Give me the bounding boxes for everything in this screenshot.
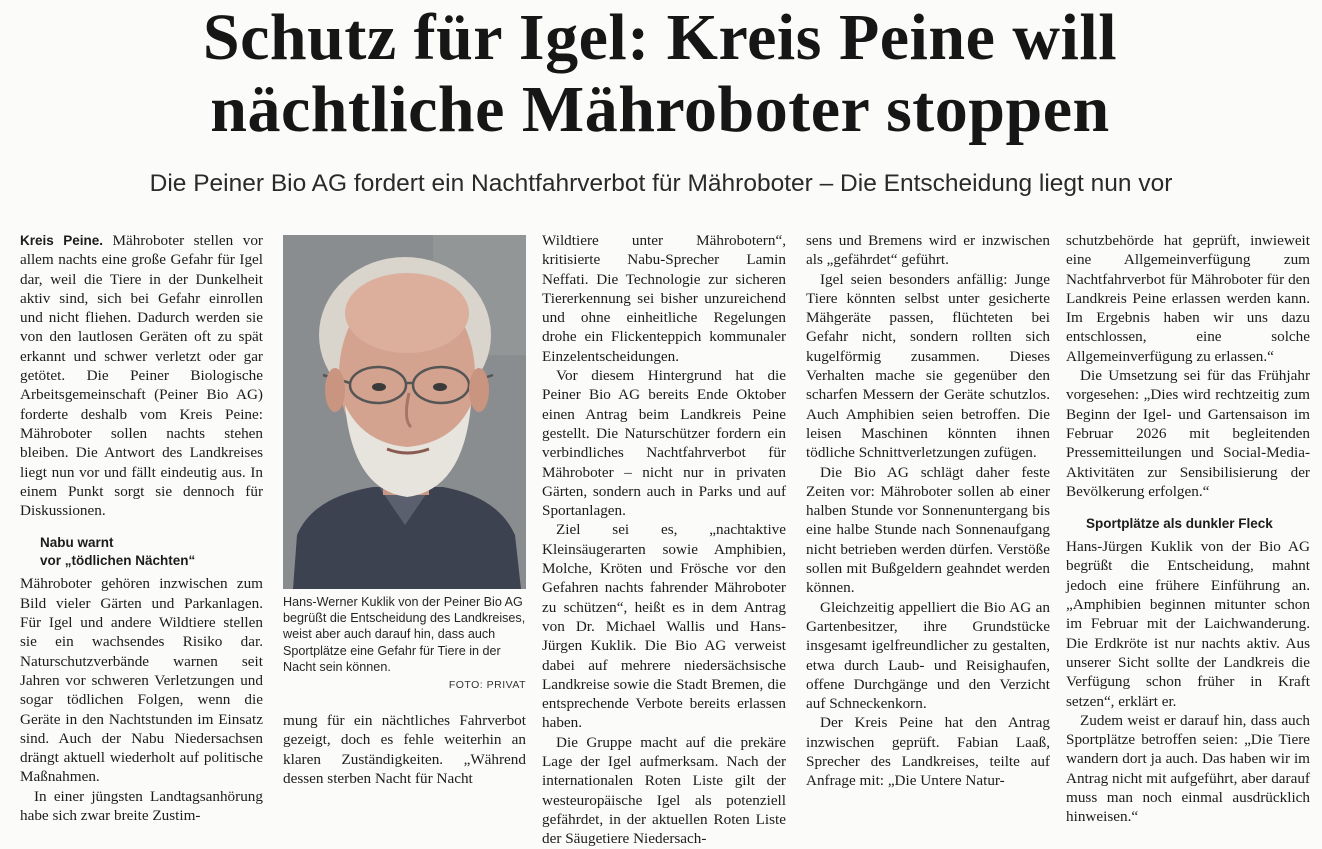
paragraph: Der Kreis Peine hat den Antrag inzwischen geprüft. Fabian Laaß, Sprecher des Landkreises, teilte auf Anfrage mit: „Die Untere Natur- [806, 714, 1050, 790]
lead-text: Mähroboter stellen vor allem nachts eine große Gefahr für Igel dar, weil die Tiere in der Dunkelheit aktiv sind, sich bei Gefahr einrollen und nicht fliehen. Dadurch werden sie von den lautlosen Geräten oft zu spät erkannt und schwer verletzt oder gar getötet. Die Peiner Biologische Arbeitsgemeinschaft (Peiner Bio AG) forderte deshalb vom Kreis Peine: Mähroboter sollen nachts stehen bleiben. Die Antwort des Landkreises liegt nun vor und fällt eindeutig aus. In einem Punkt sorgt sie dennoch für Diskussionen. [20, 232, 263, 520]
article-column-4 [806, 231, 1050, 789]
subtitle-nabu [20, 534, 263, 570]
paragraph: Die Bio AG schlägt daher feste Zeiten vor: Mähroboter sollen ab einer halben Stunde vor Sonnenuntergang bis eine halbe Stunde nach Sonnenaufgang nicht betrieben werden dürfen. Verstöße sollen mit Bußgeldern geahndet werden können. [806, 463, 1050, 597]
article-column-3 [542, 231, 786, 848]
paragraph: Vor diesem Hintergrund hat die Peiner Bio AG bereits Ende Oktober einen Antrag beim Landkreis Peine gestellt. Die Naturschützer fordern ein verbindliches Nachtfahrverbot für Mähroboter – nicht nur in privaten Gärten, sondern auch in Parks und auf Sportanlagen. [542, 367, 786, 520]
article-column-2 [283, 711, 526, 791]
paragraph: In einer jüngsten Landtagsanhörung habe sich zwar breite Zustim- [20, 787, 263, 825]
paragraph: sens und Bremens wird er inzwischen als „gefährdet“ geführt. [806, 232, 1050, 269]
portrait-illustration [283, 235, 526, 589]
subheadline: Die Peiner Bio AG fordert ein Nachtfahrverbot für Mähroboter – Die Entscheidung liegt nun vor [149, 170, 1173, 197]
subtitle-nabu-line-2: vor „tödlichen Nächten“ [40, 553, 196, 569]
article-column-1 [20, 231, 263, 825]
headline [60, 2, 1260, 146]
paragraph: Zudem weist er darauf hin, dass auch Sportplätze betroffen seien: „Die Tiere wandern dort ja auch. Das haben wir im Antrag nicht mit aufgeführt, aber darauf muss man noch einmal ausdrücklich hinweisen.“ [1066, 711, 1310, 826]
paragraph: Die Umsetzung sei für das Frühjahr vorgesehen: „Dies wird rechtzeitig zum Beginn der Igel- und Gartensaison im Februar 2026 mit begleitenden Pressemitteilungen und Social-Media-Aktivitäten zur Sensibilisierung der Bevölkerung erfolgen.“ [1066, 367, 1310, 500]
paragraph: Gleichzeitig appelliert die Bio AG an Gartenbesitzer, ihre Grundstücke insgesamt igelfreundlicher zu gestalten, etwa durch Laub- und Reisighaufen, offene Durchgänge und den Verzicht auf Schneckenkorn. [806, 598, 1050, 713]
lead-paragraph [20, 231, 263, 520]
paragraph: Ziel sei es, „nachtaktive Kleinsäugerarten sowie Amphibien, Molche, Kröten und Frösche vor den Gefahren nachts fahrender Mähroboter zu schützen“, heißt es in dem Antrag von Dr. Michael Wallis und Hans-Jürgen Kuklik. Die Bio AG verweist dabei auf mehrere niedersächsische Landkreise sowie die Stadt Bremen, die entsprechende Verbote bereits erlassen haben. [542, 521, 786, 732]
paragraph: Wildtiere unter Mährobotern“, kritisierte Nabu-Sprecher Lamin Neffati. Die Technologie zur sicheren Tiererkennung sei bisher unzureichend und ohne einheitliche Regelungen drohe ein Flickenteppich kommunaler Einzelentscheidungen. [542, 232, 786, 365]
paragraph: schutzbehörde hat geprüft, inwieweit eine Allgemeinverfügung zum Nachtfahrverbot für Mähroboter für den Landkreis Peine erlassen werden kann. Im Ergebnis haben wir uns dazu entschlossen, eine solche Allgemeinverfügung zu erlassen.“ [1066, 232, 1310, 365]
subtitle-nabu-line-1: Nabu warnt [40, 535, 114, 551]
headline-line-2: nächtliche Mähroboter stoppen [210, 73, 1110, 146]
dateline: Kreis Peine. [20, 233, 103, 248]
paragraph: Igel seien besonders anfällig: Junge Tiere könnten selbst unter gesicherte Mähgeräte passen, flüchteten bei Gefahr nicht, sondern rollten sich kugelförmig zusammen. Dieses Verhalten mache sie gegenüber den scharfen Messern der Geräte schutzlos. Auch Amphibien seien betroffen. Die leisen Maschinen könnten ihnen tödliche Schnittverletzungen zufügen. [806, 270, 1050, 462]
paragraph: Mähroboter gehören inzwischen zum Bild vieler Gärten und Parkanlagen. Für Igel und andere Wildtiere stellen sie ein wachsendes Risiko dar. Naturschutzverbände warnen seit Jahren vor schweren Verletzungen und sogar tödlichen Folgen, wenn die Geräte in den Nachtstunden im Einsatz sind. Auch der Nabu Niedersachsen drängt aktuell wiederholt auf politische Maßnahmen. [20, 575, 263, 786]
subtitle-sportplaetze: Sportplätze als dunkler Fleck [1086, 516, 1273, 532]
paragraph: Die Gruppe macht auf die prekäre Lage der Igel aufmerksam. Nach der internationalen Roten Liste gilt der westeuropäische Igel als potenziell gefährdet, in der aktuellen Roten Liste der Säugetiere Niedersach- [542, 733, 786, 848]
paragraph: Hans-Jürgen Kuklik von der Bio AG begrüßt die Entscheidung, mahnt jedoch eine frühere Einführung an. „Amphibien beginnen mitunter schon im Februar mit der Laichwanderung. Die Erdkröte ist nur nachts aktiv. Aus unserer Sicht sollte der Landkreis die Verfügung schon früher in Kraft setzen“, erklärt er. [1066, 538, 1310, 710]
paragraph: mung für ein nächtliches Fahrverbot gezeigt, doch es fehle weiterhin an klaren Zuständigkeiten. „Während dessen sterben Nacht für Nacht [283, 712, 526, 787]
photo-caption: Hans-Werner Kuklik von der Peiner Bio AG begrüßt die Entscheidung des Landkreises, weist aber auch darauf hin, dass auch Sportplätze eine Gefahr für Tiere in der Nacht sein können. [283, 595, 526, 674]
headline-line-1: Schutz für Igel: Kreis Peine will [202, 1, 1118, 74]
photo-credit: FOTO: PRIVAT [448, 679, 526, 691]
article-column-5 [1066, 231, 1310, 826]
portrait-photo [283, 235, 526, 589]
